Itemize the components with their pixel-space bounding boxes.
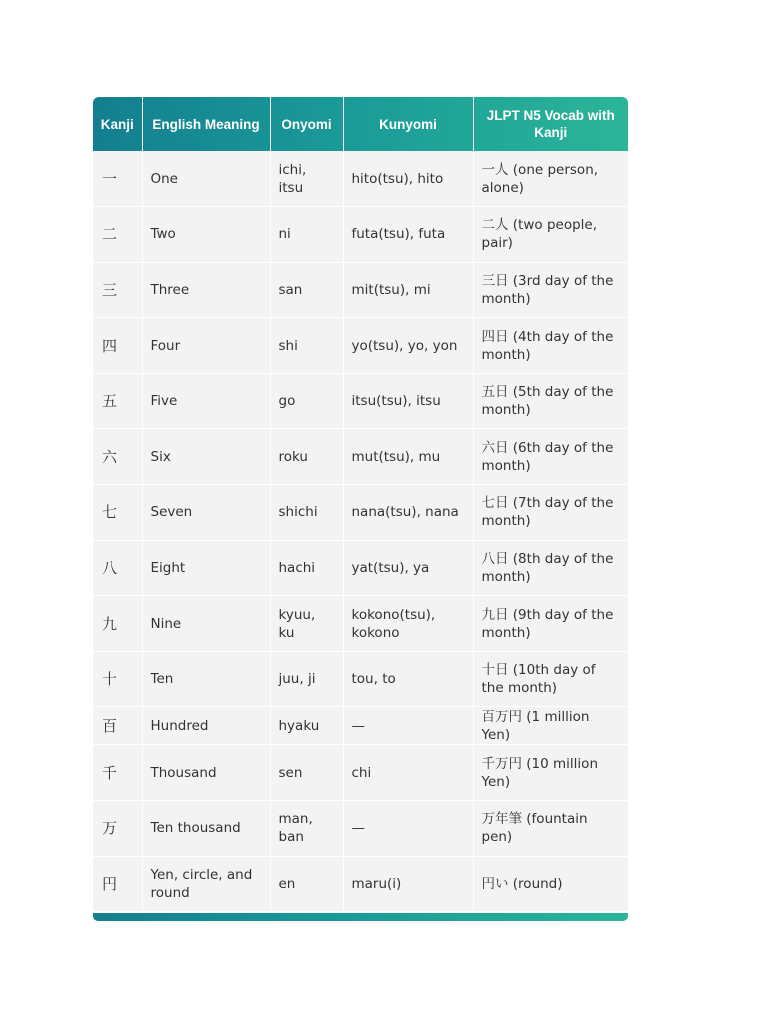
- onyomi-cell: san: [270, 262, 343, 318]
- kanji-cell: 百: [93, 707, 142, 745]
- vocab-cell: 二人 (two people, pair): [473, 207, 628, 263]
- onyomi-cell: go: [270, 373, 343, 429]
- meaning-cell: Six: [142, 429, 270, 485]
- onyomi-cell: shichi: [270, 485, 343, 541]
- vocab-cell: 円い (round): [473, 856, 628, 912]
- meaning-cell: Thousand: [142, 745, 270, 801]
- meaning-cell: Nine: [142, 596, 270, 652]
- table-row: [93, 373, 628, 429]
- kunyomi-cell: —: [343, 801, 473, 857]
- kunyomi-cell: maru(i): [343, 856, 473, 912]
- table-row: [93, 485, 628, 541]
- kanji-cell: 七: [93, 485, 142, 541]
- table-row: [93, 540, 628, 596]
- onyomi-cell: kyuu, ku: [270, 596, 343, 652]
- table-row: [93, 856, 628, 912]
- meaning-cell: Ten thousand: [142, 801, 270, 857]
- table-header-row: [93, 97, 628, 151]
- kanji-cell: 一: [93, 151, 142, 207]
- kanji-table-card: [93, 97, 628, 912]
- vocab-cell: 五日 (5th day of the month): [473, 373, 628, 429]
- vocab-cell: 四日 (4th day of the month): [473, 318, 628, 374]
- vocab-cell: 十日 (10th day of the month): [473, 651, 628, 707]
- meaning-cell: Yen, circle, and round: [142, 856, 270, 912]
- header-kunyomi: Kunyomi: [343, 97, 473, 151]
- onyomi-cell: man, ban: [270, 801, 343, 857]
- table-row: [93, 207, 628, 263]
- vocab-cell: 三日 (3rd day of the month): [473, 262, 628, 318]
- header-jlpt-vocab: JLPT N5 Vocab with Kanji: [486, 108, 615, 140]
- kanji-cell: 千: [93, 745, 142, 801]
- vocab-cell: 百万円 (1 million Yen): [473, 707, 628, 745]
- table-row: [93, 596, 628, 652]
- vocab-cell: 一人 (one person, alone): [473, 151, 628, 207]
- kanji-cell: 十: [93, 651, 142, 707]
- meaning-cell: Five: [142, 373, 270, 429]
- vocab-cell: 八日 (8th day of the month): [473, 540, 628, 596]
- header-onyomi: Onyomi: [270, 97, 343, 151]
- vocab-cell: 万年筆 (fountain pen): [473, 801, 628, 857]
- vocab-cell: 九日 (9th day of the month): [473, 596, 628, 652]
- kunyomi-cell: mut(tsu), mu: [343, 429, 473, 485]
- kunyomi-cell: hito(tsu), hito: [343, 151, 473, 207]
- meaning-cell: Two: [142, 207, 270, 263]
- kunyomi-cell: nana(tsu), nana: [343, 485, 473, 541]
- header-kanji: Kanji: [93, 97, 142, 151]
- onyomi-cell: roku: [270, 429, 343, 485]
- onyomi-cell: ni: [270, 207, 343, 263]
- onyomi-cell: hachi: [270, 540, 343, 596]
- kunyomi-cell: kokono(tsu), kokono: [343, 596, 473, 652]
- table-row: [93, 745, 628, 801]
- meaning-cell: Three: [142, 262, 270, 318]
- kanji-cell: 五: [93, 373, 142, 429]
- kanji-cell: 九: [93, 596, 142, 652]
- onyomi-cell: en: [270, 856, 343, 912]
- kunyomi-cell: yo(tsu), yo, yon: [343, 318, 473, 374]
- kanji-numbers-table: [93, 97, 628, 912]
- kunyomi-cell: tou, to: [343, 651, 473, 707]
- vocab-cell: 七日 (7th day of the month): [473, 485, 628, 541]
- table-row: [93, 651, 628, 707]
- table-row: [93, 151, 628, 207]
- table-row: [93, 262, 628, 318]
- table-row: [93, 429, 628, 485]
- table-bottom-bar: [93, 913, 628, 921]
- meaning-cell: One: [142, 151, 270, 207]
- kunyomi-cell: chi: [343, 745, 473, 801]
- header-english-meaning: English Meaning: [142, 97, 270, 151]
- onyomi-cell: juu, ji: [270, 651, 343, 707]
- onyomi-cell: shi: [270, 318, 343, 374]
- kanji-cell: 六: [93, 429, 142, 485]
- kanji-cell: 三: [93, 262, 142, 318]
- vocab-cell: 六日 (6th day of the month): [473, 429, 628, 485]
- kanji-cell: 二: [93, 207, 142, 263]
- kanji-cell: 万: [93, 801, 142, 857]
- kunyomi-cell: itsu(tsu), itsu: [343, 373, 473, 429]
- meaning-cell: Eight: [142, 540, 270, 596]
- table-row: [93, 318, 628, 374]
- onyomi-cell: ichi, itsu: [270, 151, 343, 207]
- kunyomi-cell: mit(tsu), mi: [343, 262, 473, 318]
- table-row: [93, 707, 628, 745]
- table-row: [93, 801, 628, 857]
- kunyomi-cell: —: [343, 707, 473, 745]
- onyomi-cell: hyaku: [270, 707, 343, 745]
- meaning-cell: Seven: [142, 485, 270, 541]
- kunyomi-cell: futa(tsu), futa: [343, 207, 473, 263]
- kanji-cell: 八: [93, 540, 142, 596]
- onyomi-cell: sen: [270, 745, 343, 801]
- kanji-cell: 四: [93, 318, 142, 374]
- meaning-cell: Hundred: [142, 707, 270, 745]
- meaning-cell: Ten: [142, 651, 270, 707]
- kanji-cell: 円: [93, 856, 142, 912]
- meaning-cell: Four: [142, 318, 270, 374]
- kunyomi-cell: yat(tsu), ya: [343, 540, 473, 596]
- vocab-cell: 千万円 (10 million Yen): [473, 745, 628, 801]
